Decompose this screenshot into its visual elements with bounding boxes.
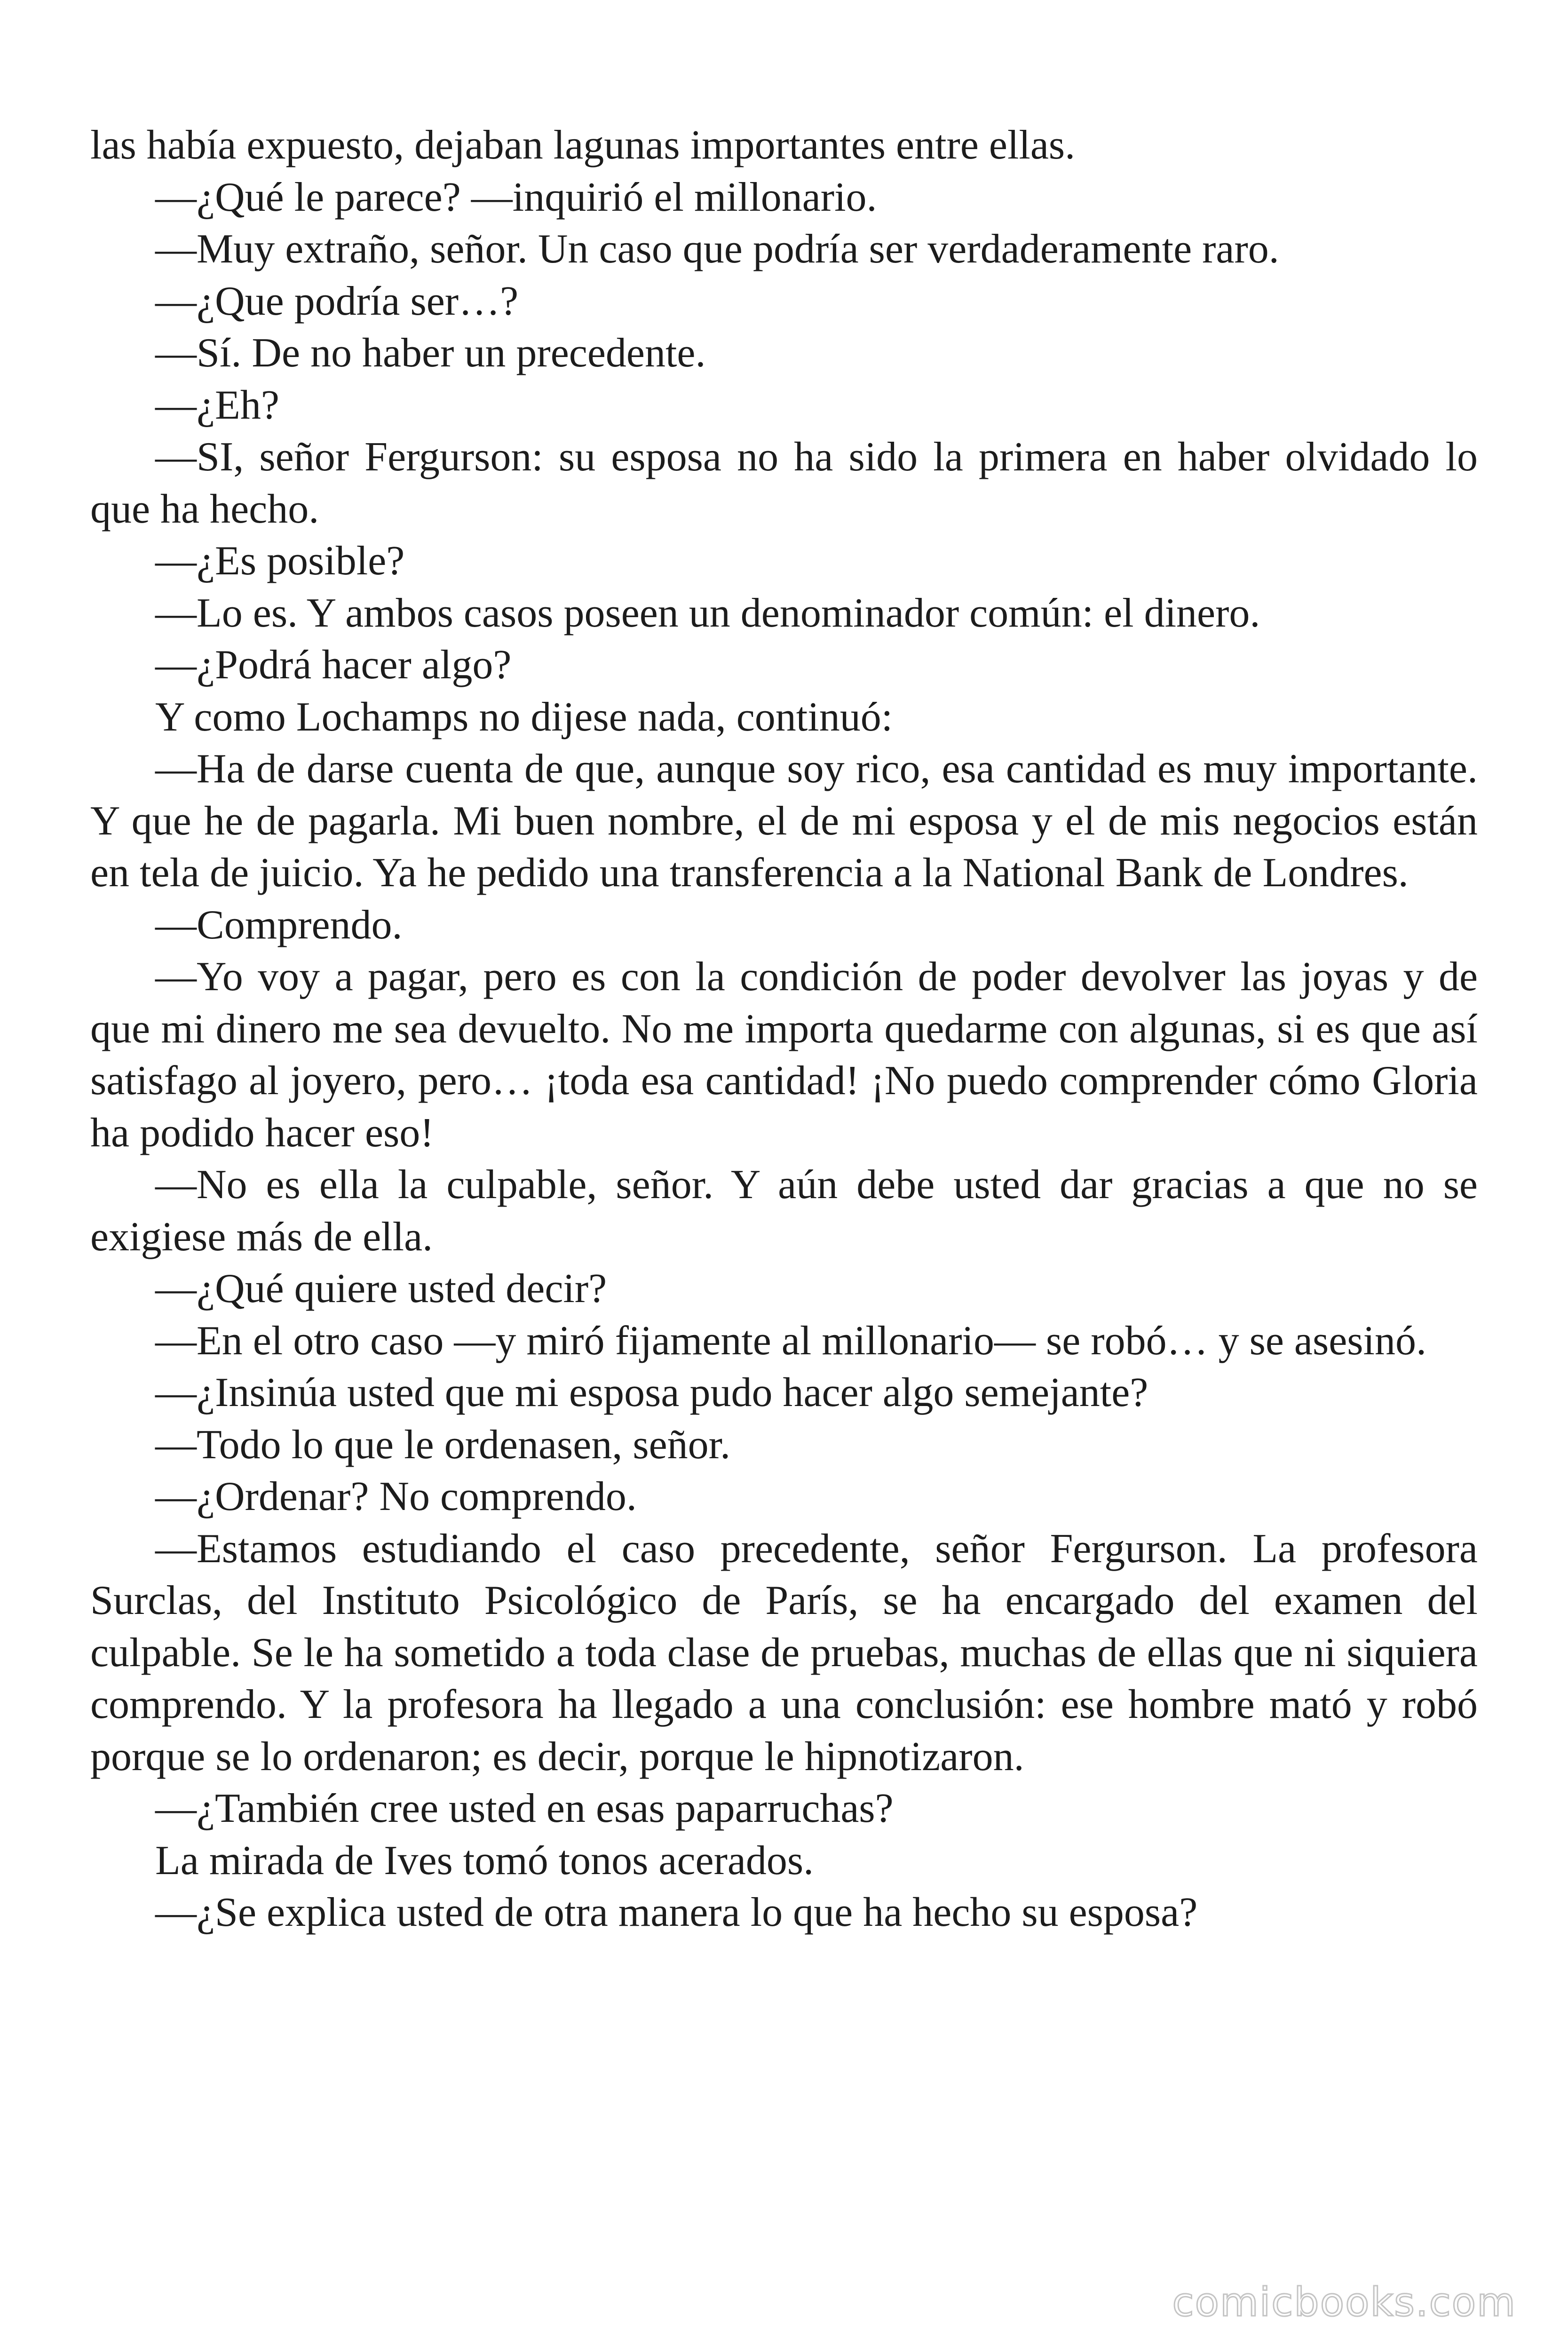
paragraph: —¿Qué le parece? —inquirió el millonario. — [155, 174, 877, 220]
paragraph: —¿Qué quiere usted decir? — [155, 1266, 607, 1311]
paragraph: —¿Ordenar? No comprendo. — [155, 1474, 637, 1519]
watermark: comicbooks.com — [1172, 2279, 1516, 2325]
paragraph: —¿Insinúa usted que mi esposa pudo hacer algo semejante? — [155, 1370, 1148, 1415]
paragraph: —Muy extraño, señor. Un caso que podría ser verdaderamente raro. — [155, 226, 1279, 272]
paragraph: —Sí. De no haber un precedente. — [155, 330, 706, 376]
paragraph: —¿Es posible? — [155, 538, 405, 584]
paragraph: —¿Se explica usted de otra manera lo que ha hecho su esposa? — [155, 1890, 1198, 1935]
paragraph: —En el otro caso —y miró fijamente al millonario— se robó… y se asesinó. — [155, 1318, 1426, 1364]
paragraph: —¿Que podría ser…? — [155, 278, 519, 324]
paragraph: Y como Lochamps no dijese nada, continuó: — [155, 694, 893, 740]
body-text — [90, 119, 1478, 1939]
paragraph: —¿Eh? — [155, 382, 279, 428]
paragraph: —¿Podrá hacer algo? — [155, 642, 512, 688]
paragraph: las había expuesto, dejaban lagunas importantes entre ellas. — [90, 122, 1076, 168]
paragraph: —Lo es. Y ambos casos poseen un denominador común: el dinero. — [155, 590, 1260, 636]
paragraph: —Estamos estudiando el caso precedente, señor Fergurson. La profesora Surclas, del Instituto Psicológico de París, se ha encargado del examen del culpable. Se le ha sometido a toda clase de pruebas, muchas de ellas que ni siquiera comprendo. Y la profesora ha llegado a una conclusión: ese hombre mató y robó porque se lo ordenaron; es decir, porque le hipnotizaron. — [90, 1526, 1478, 1780]
paragraph: —¿También cree usted en esas paparruchas? — [155, 1786, 894, 1831]
paragraph: —Ha de darse cuenta de que, aunque soy rico, esa cantidad es muy importante. Y que he de pagarla. Mi buen nombre, el de mi esposa y el de mis negocios están en tela de juicio. Ya he pedido una transferencia a la National Bank de Londres. — [90, 746, 1478, 896]
paragraph: La mirada de Ives tomó tonos acerados. — [155, 1837, 814, 1883]
paragraph: —No es ella la culpable, señor. Y aún debe usted dar gracias a que no se exigiese más de ella. — [90, 1162, 1478, 1260]
paragraph: —Yo voy a pagar, pero es con la condición de poder devolver las joyas y de que mi dinero me sea devuelto. No me importa quedarme con algunas, si es que así satisfago al joyero, pero… ¡toda esa cantidad! ¡No puedo comprender cómo Gloria ha podido hacer eso! — [90, 954, 1478, 1156]
paragraph: —Todo lo que le ordenasen, señor. — [155, 1422, 731, 1468]
paragraph: —SI, señor Fergurson: su esposa no ha sido la primera en haber olvidado lo que ha hecho. — [90, 434, 1478, 532]
paragraph: —Comprendo. — [155, 902, 403, 948]
